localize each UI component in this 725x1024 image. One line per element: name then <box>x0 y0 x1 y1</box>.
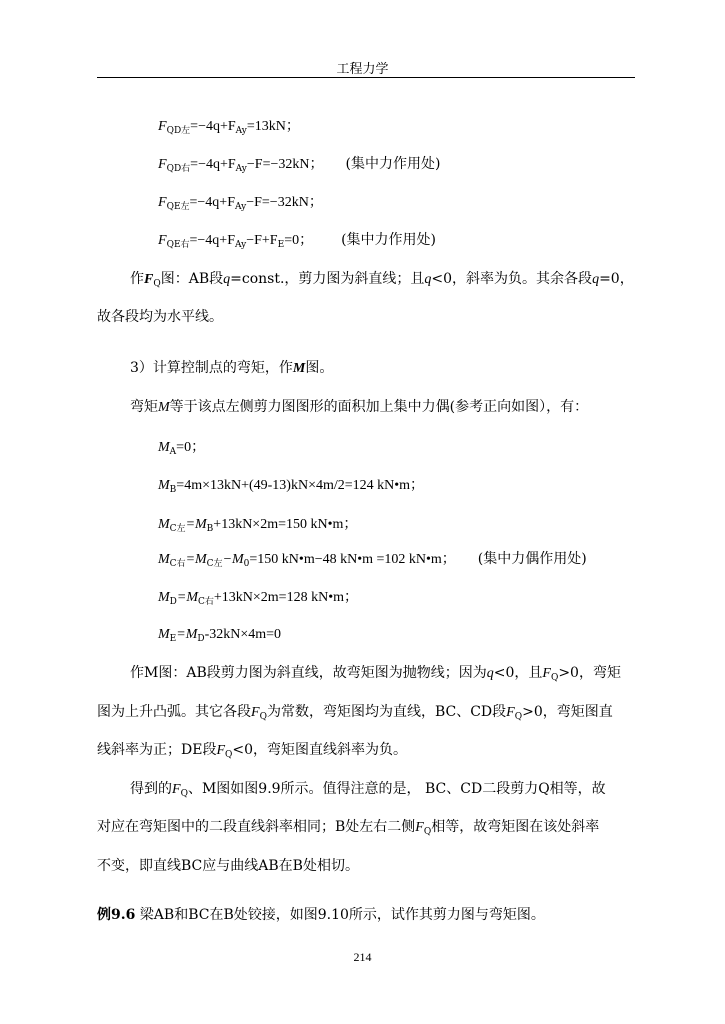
example-heading: 例9.6 梁AB和BC在B处铰接，如图9.10所示，试作其剪力图与弯矩图。 <box>97 907 545 923</box>
para-result-line2: 对应在弯矩图中的二段直线斜率相同；B处左右二侧$F_Q$相等，故弯矩图在该处斜率 <box>97 819 600 837</box>
formula-me: $M_E=M_D-32kN\times 4m=0$ <box>158 627 282 644</box>
para-result-line3: 不变，即直线BC应与曲线AB在B处相切。 <box>97 858 359 874</box>
formula-fqe-right: $F_{QE右}=-4q+F_{Ay}-F+F_E=0$； (集中力作用处) <box>158 232 437 250</box>
formula-ma: $M_A=0$； <box>158 440 206 457</box>
formula-fqe-left: $F_{QE左}=-4q+F_{Ay}-F=-32kN$； <box>158 195 323 212</box>
formula-fqd-right: $F_{QD右}=-4q+F_{Ay}-F=-32kN$； (集中力作用处) <box>158 156 441 174</box>
para-fq-line2: 故各段均为水平线。 <box>97 309 223 325</box>
formula-mc-right: $M_{C右}=M_{C左}-M_0=150$ kN•m−48 kN•m =102 kN•m； (集中力偶作用处) <box>158 551 587 569</box>
formula-md: $M_D=M_{C右}+13kN\times 2m=128$ kN•m； <box>158 590 358 607</box>
para-m-line2: 图为上升凸弧。其它各段$F_Q$为常数，弯矩图均为直线，BC、CD段$F_Q>0$，弯矩图直 <box>97 704 613 722</box>
para-m-line1: 作M图：AB段剪力图为斜直线，故弯矩图为抛物线；因为q<0，且$F_Q>0$，弯矩 <box>130 665 621 683</box>
note: (集中力作用处) <box>345 156 441 172</box>
header-rule <box>97 77 635 78</box>
note: (集中力作用处) <box>341 232 437 248</box>
moment-intro: 弯矩M等于该点左侧剪力图图形的面积加上集中力偶(参考正向如图），有： <box>130 399 589 415</box>
para-m-line3: 线斜率为正；DE段$F_Q<0$，弯矩图直线斜率为负。 <box>97 742 408 760</box>
running-header: 工程力学 <box>336 62 389 77</box>
para-result-line1: 得到的$F_Q$、M图如图9.9所示。值得注意的是， BC、CD二段剪力Q相等，故 <box>130 781 606 799</box>
step3-heading: 3）计算控制点的弯矩，作M图。 <box>130 360 334 376</box>
note: (集中力偶作用处) <box>477 551 587 567</box>
example-label: 例9.6 <box>97 907 136 923</box>
formula-mb: $M_B=4m\times 13kN+(49-13)kN\times 4m/2=124$ kN•m； <box>158 478 425 495</box>
para-fq-line1: 作$F_Q$图：AB段q=const.，剪力图为斜直线；且q<0，斜率为负。其余各段q=0， <box>130 271 634 289</box>
formula-fqd-left: $F_{QD左}=-4q+F_{Ay}=13kN$； <box>158 119 300 136</box>
formula-mc-left: $M_{C左}=M_B+13kN\times 2m=150$ kN•m； <box>158 517 358 534</box>
page-number: 214 <box>353 950 372 964</box>
